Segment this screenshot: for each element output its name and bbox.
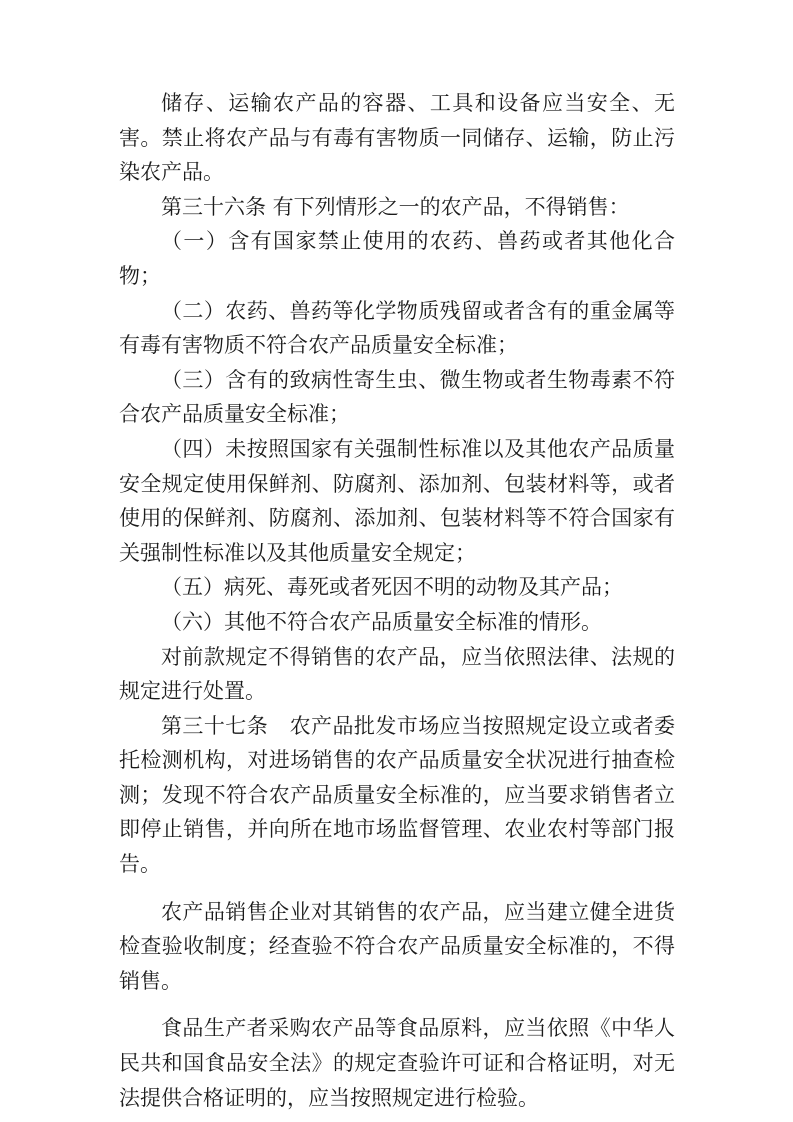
paragraph-sales-enterprise: 农产品销售企业对其销售的农产品，应当建立健全进货检查验收制度；经查验不符合农产品质量安全标准的，不得销售。: [119, 899, 675, 993]
paragraph-food-producer: 食品生产者采购农产品等食品原料，应当依照《中华人民共和国食品安全法》的规定查验许可证和合格证明，对无法提供合格证明的，应当按照规定进行检验。: [119, 1016, 675, 1110]
paragraph-storage-transport: 储存、运输农产品的容器、工具和设备应当安全、无害。禁止将农产品与有毒有害物质一同储存、运输，防止污染农产品。: [119, 91, 675, 185]
paragraph-article-36-item-6: （六）其他不符合农产品质量安全标准的情形。: [161, 609, 602, 634]
paragraph-article-36-item-4: （四）未按照国家有关强制性标准以及其他农产品质量安全规定使用保鲜剂、防腐剂、添加剂、包装材料等，或者使用的保鲜剂、防腐剂、添加剂、包装材料等不符合国家有关强制性标准以及其他质量安全规定；: [119, 436, 675, 565]
paragraph-article-36-item-5: （五）病死、毒死或者死因不明的动物及其产品；: [161, 575, 623, 600]
paragraph-article-36-heading: 第三十六条 有下列情形之一的农产品，不得销售：: [161, 194, 630, 219]
paragraph-article-36-item-3: （三）含有的致病性寄生虫、微生物或者生物毒素不符合农产品质量安全标准；: [119, 367, 675, 427]
paragraph-article-36-item-1: （一）含有国家禁止使用的农药、兽药或者其他化合物；: [119, 229, 675, 288]
paragraph-article-36-item-2: （二）农药、兽药等化学物质残留或者含有的重金属等有毒有害物质不符合农产品质量安全标准；: [119, 298, 675, 358]
paragraph-article-37: 第三十七条 农产品批发市场应当按照规定设立或者委托检测机构，对进场销售的农产品质量安全状况进行抽查检测；发现不符合农产品质量安全标准的，应当要求销售者立即停止销售，并向所在地市场监督管理、农业农村等部门报告。: [119, 713, 675, 877]
paragraph-article-36-disposal: 对前款规定不得销售的农产品，应当依照法律、法规的规定进行处置。: [119, 644, 675, 704]
document-body: [119, 86, 675, 1115]
